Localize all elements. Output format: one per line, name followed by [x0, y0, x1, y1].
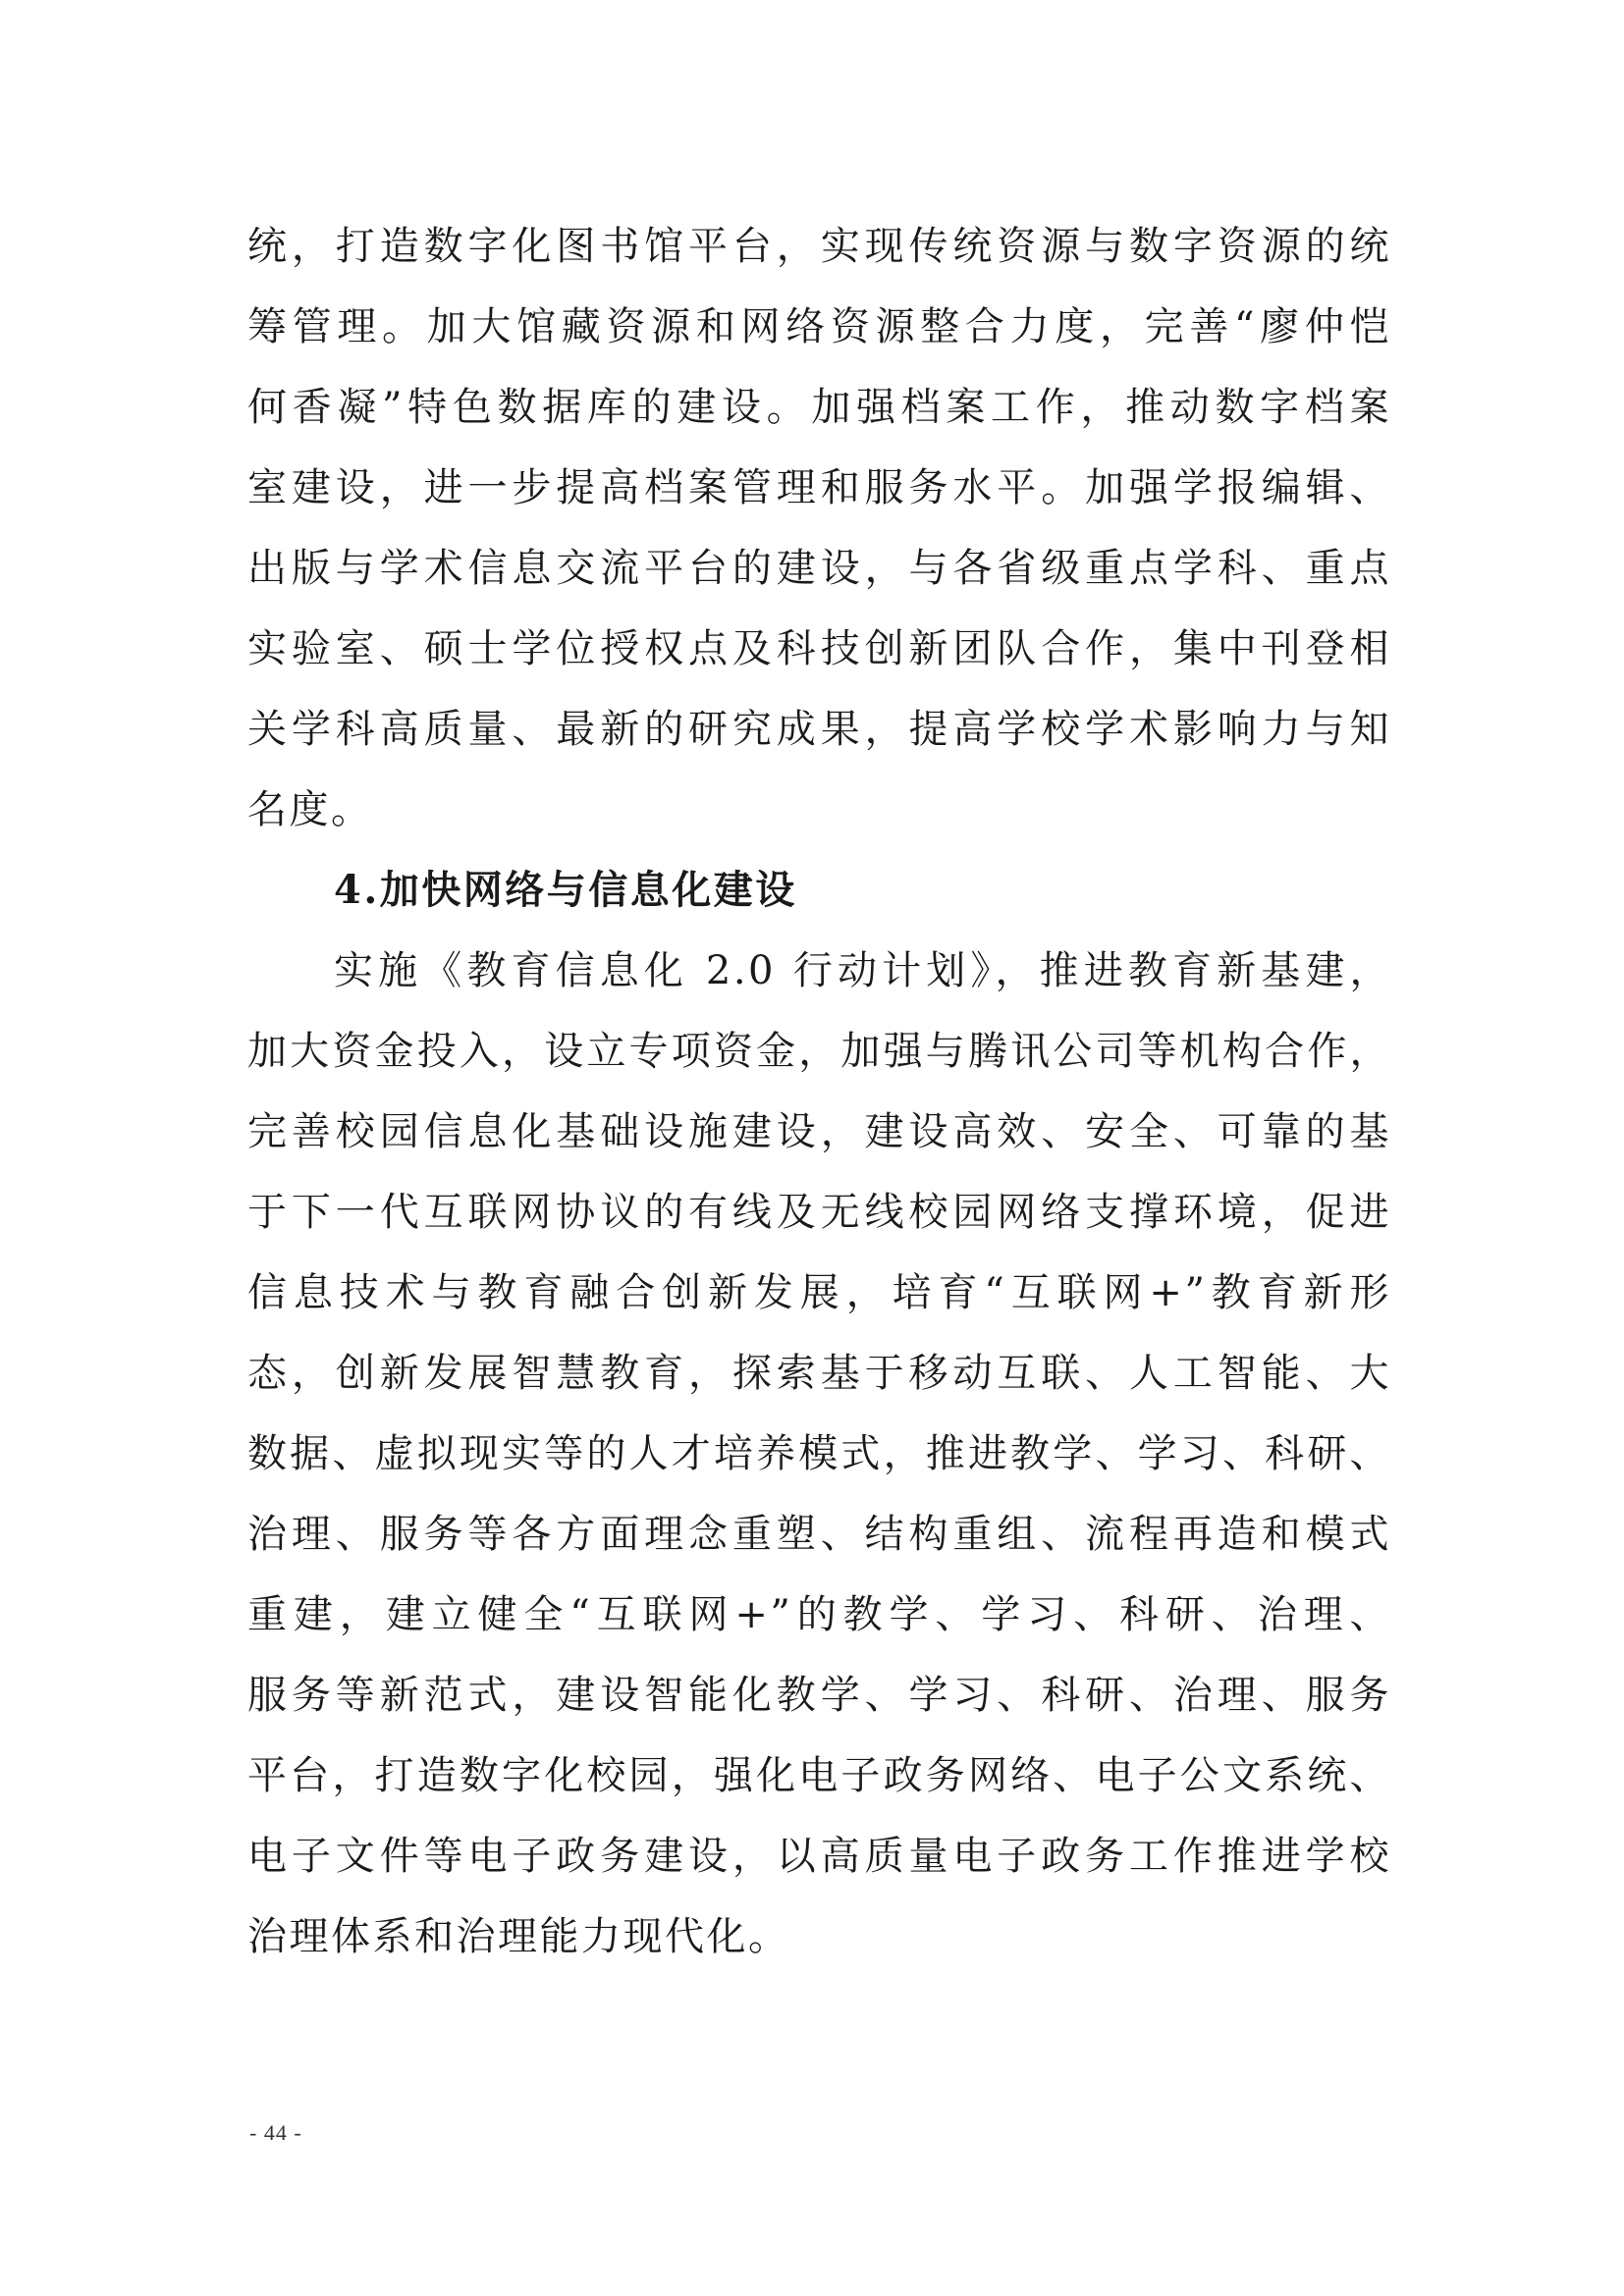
text-line: 筹管理。加大馆藏资源和网络资源整合力度，完善“廖仲恺 [247, 304, 1391, 349]
paragraph-continued [247, 206, 1391, 850]
text-line: 加大资金投入，设立专项资金，加强与腾讯公司等机构合作， [247, 1029, 1391, 1074]
text-line: 态，创新发展智慧教育，探索基于移动互联、人工智能、大 [247, 1351, 1391, 1396]
text-line: 治理体系和治理能力现代化。 [247, 1914, 790, 1959]
text-line: 重建，建立健全“互联网+”的教学、学习、科研、治理、 [247, 1592, 1391, 1637]
text-line: 于下一代互联网协议的有线及无线校园网络支撑环境，促进 [247, 1190, 1391, 1235]
page-number: - 44 - [249, 2120, 302, 2145]
text-line: 统，打造数字化图书馆平台，实现传统资源与数字资源的统 [247, 224, 1391, 269]
text-line: 名度。 [247, 787, 373, 832]
text-line: 出版与学术信息交流平台的建设，与各省级重点学科、重点 [247, 546, 1391, 591]
text-line: 室建设，进一步提高档案管理和服务水平。加强学报编辑、 [247, 465, 1391, 510]
section-heading: 4.加快网络与信息化建设 [334, 867, 797, 913]
text-line: 服务等新范式，建设智能化教学、学习、科研、治理、服务 [247, 1673, 1391, 1718]
text-line: 实施《教育信息化 2.0 行动计划》，推进教育新基建， [334, 948, 1391, 993]
text-line: 平台，打造数字化校园，强化电子政务网络、电子公文系统、 [247, 1753, 1391, 1798]
text-line: 实验室、硕士学位授权点及科技创新团队合作，集中刊登相 [247, 626, 1391, 671]
text-line: 信息技术与教育融合创新发展，培育“互联网+”教育新形 [247, 1270, 1391, 1315]
text-line: 治理、服务等各方面理念重塑、结构重组、流程再造和模式 [247, 1512, 1391, 1557]
text-line: 完善校园信息化基础设施建设，建设高效、安全、可靠的基 [247, 1109, 1391, 1154]
page-content [247, 206, 1391, 1977]
text-line: 何香凝”特色数据库的建设。加强档案工作，推动数字档案 [247, 385, 1391, 430]
text-line: 数据、虚拟现实等的人才培养模式，推进教学、学习、科研、 [247, 1431, 1391, 1476]
text-line: 电子文件等电子政务建设，以高质量电子政务工作推进学校 [247, 1834, 1391, 1879]
text-line: 关学科高质量、最新的研究成果，提高学校学术影响力与知 [247, 707, 1391, 752]
paragraph-network-informatization [247, 931, 1391, 1977]
